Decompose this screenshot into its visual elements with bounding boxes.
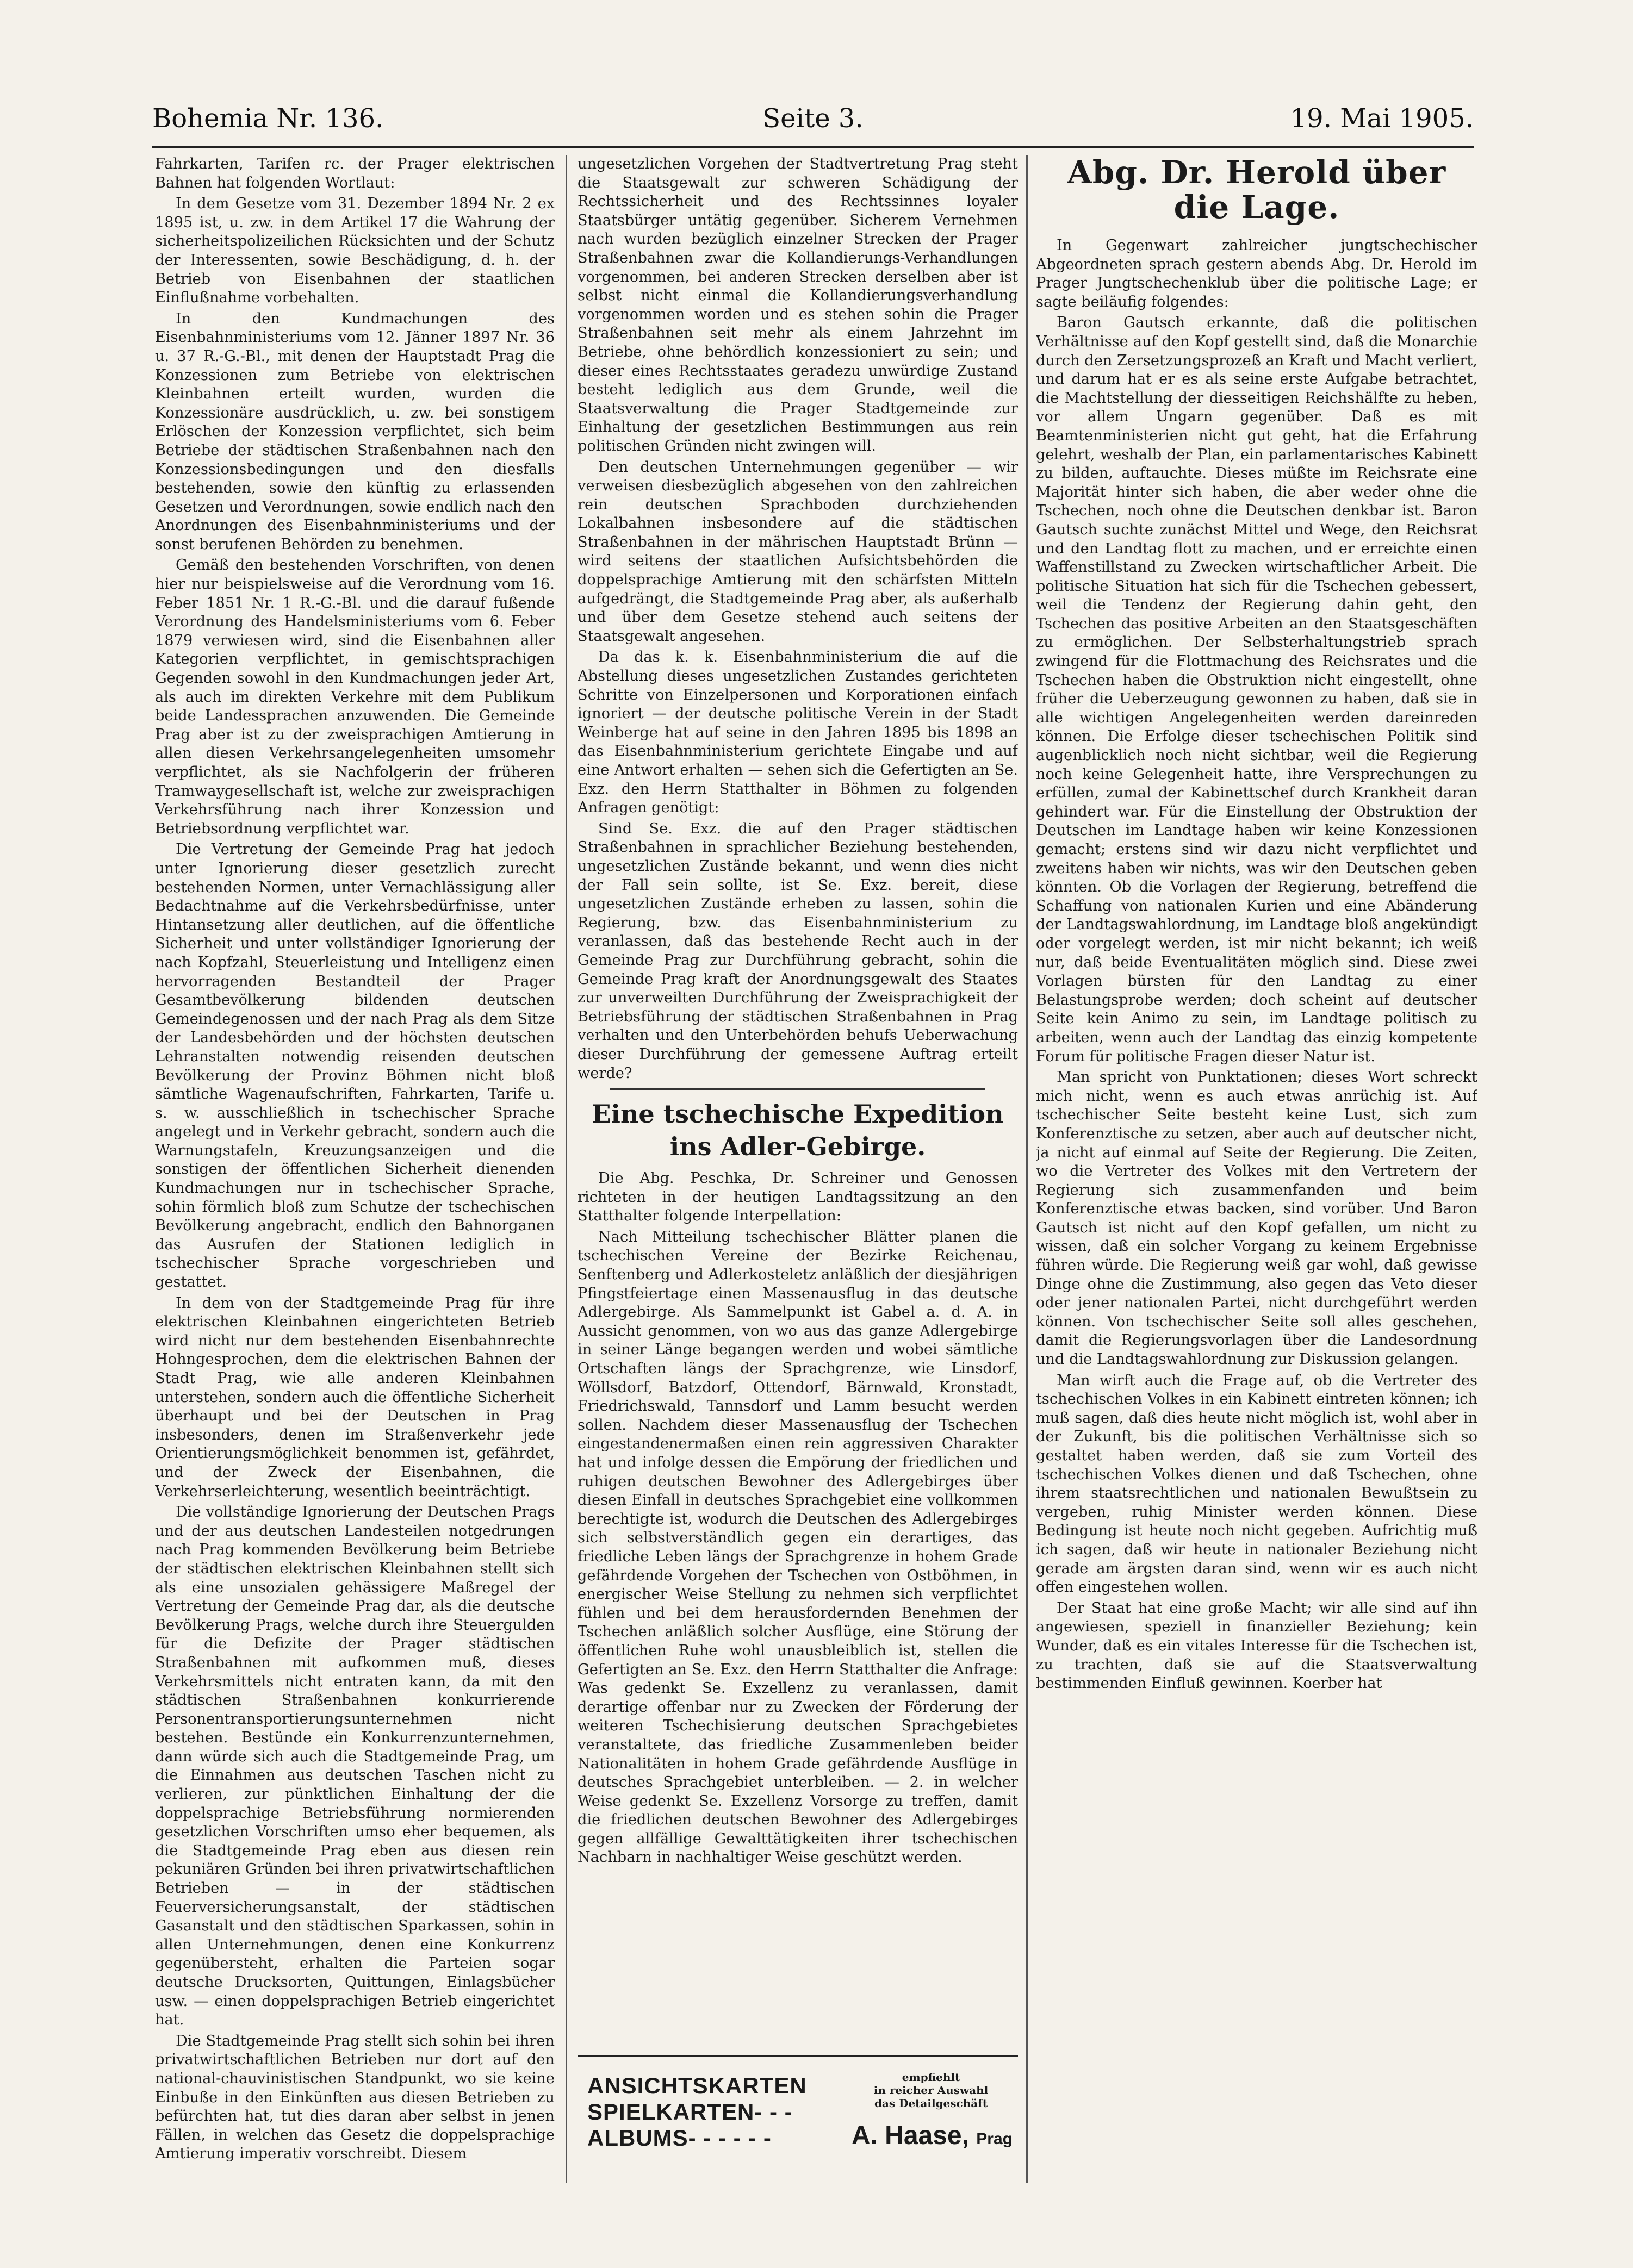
column-divider: [1026, 155, 1028, 2183]
paragraph: In den Kundmachungen des Eisenbahnministeriums vom 12. Jänner 1897 Nr. 36 u. 37 R.-G.-Bl., mit denen der Hauptstadt Prag die Konzessionen zum Betriebe von elektrischen Kleinbahnen erteilt wurden, wurden die Konzessionäre ausdrücklich, u. zw. bei sonstigem Erlöschen der Konzession verpflichtet, sich beim Betriebe der städtischen Straßenbahnen nach den Konzessionsbedingungen und den diesfalls bestehenden, sowie den künftig zu erlassenden Gesetzen und Verordnungen, sowie endlich nach den Anordnungen des Eisenbahnministeriums und der sonst berufenen Behörden zu benehmen.: [155, 310, 555, 553]
page-header: [152, 103, 1474, 141]
newspaper-issue: Bohemia Nr. 136.: [152, 103, 384, 134]
column-divider: [566, 155, 567, 2183]
article-headline: Eine tschechische Expedition ins Adler-Gebirge.: [592, 1099, 1004, 1162]
paragraph: Gemäß den bestehenden Vorschriften, von denen hier nur beispielsweise auf die Verordnung vom 16. Feber 1851 Nr. 1 R.-G.-Bl. und die darauf fußende Verordnung des Handelsministeriums vom 6. Feber 1879 verwiesen wird, sind die Eisenbahnen aller Kategorien verpflichtet, in gemischtsprachigen Gegenden sowohl in den Kundmachungen jeder Art, als auch im direkten Verkehre mit dem Publikum beide Landessprachen anzuwenden. Die Gemeinde Prag aber ist zu der zweisprachigen Amtierung in allen diesen Verkehrsangelegenheiten umsomehr verpflichtet, als sie Nachfolgerin der früheren Tramwaygesellschaft ist, welche zur zweisprachigen Verkehrsführung nach ihrer Konzession und Betriebsordnung verpflichtet war.: [155, 557, 555, 837]
ad-products: [587, 2073, 807, 2151]
issue-date: 19. Mai 1905.: [1290, 103, 1474, 134]
ad-brand: [852, 2122, 1013, 2153]
paragraph: Baron Gautsch erkannte, daß die politischen Verhältnisse auf den Kopf gestellt sind, daß die Monarchie durch den Zersetzungsprozeß an Kraft und Macht verliert, und darum hat er es als seine erste Aufgabe betrachtet, die Machtstellung der diesseitigen Reichshälfte zu heben, vor allem Ungarn gegenüber. Daß es mit Beamtenministerien nicht gut geht, hat die Erfahrung gelehrt, weshalb der Plan, ein parlamentarisches Kabinett zu bilden, auftauchte. Dieses müßte im Reichsrate eine Majorität hinter sich haben, die aber weder ohne die Tschechen, noch ohne die Deutschen denkbar ist. Baron Gautsch suchte zunächst Mittel und Wege, den Reichsrat und den Landtag flott zu machen, und er erreichte einen Waffenstillstand zu Zwecken wirtschaftlicher Arbeit. Die politische Situation hat sich für die Tschechen gebessert, weil die Tendenz der Regierung dahin geht, den Tschechen das positive Arbeiten an den Staatsgeschäften zu ermöglichen. Der Selbsterhaltungstrieb sprach zwingend für die Flottmachung des Reichsrates und die Tschechen haben die Obstruktion nicht eingestellt, ohne früher die Ueberzeugung gewonnen zu haben, daß sie in alle wichtigen Angelegenheiten werden dareinreden können. Die Erfolge dieser tschechischen Politik sind augenblicklich noch nicht sichtbar, weil die Regierung noch keine Gelegenheit hatte, ihre Versprechungen zu erfüllen, zumal der Kabinettschef durch Krankheit daran gehindert war. Für die Einstellung der Obstruktion der Deutschen im Landtage haben wir keine Konzessionen gemacht; erstens sind wir dazu nicht verpflichtet und zweitens haben wir nichts, was wir den Deutschen geben könnten. Ob die Vorlagen der Regierung, betreffend die Schaffung von nationalen Kurien und eine Abänderung der Landtagswahlordnung, im Landtage bloß angekündigt oder vorgelegt werden, ist mir nicht bekannt; ich weiß nur, daß beide Eventualitäten möglich sind. Diese zwei Vorlagen bürsten für den Landtag zu einer Belastungsprobe werden; doch scheint auf deutscher Seite kein Animo zu sein, im Landtage politisch zu arbeiten, wenn auch der Landtag das einzig kompetente Forum für politische Fragen dieser Natur ist.: [1036, 314, 1477, 1065]
ad-line: SPIELKARTEN- - -: [587, 2099, 793, 2124]
ad-tagline: [849, 2071, 1013, 2110]
paragraph: In dem von der Stadtgemeinde Prag für ihre elektrischen Kleinbahnen eingerichteten Betrieb wird nicht nur dem bestehenden Eisenbahnrechte Hohngesprochen, dem die elektrischen Bahnen der Stadt Prag, wie alle anderen Kleinbahnen unterstehen, sondern auch die öffentliche Sicherheit überhaupt und bei der Deutschen in Prag insbesonders, denen im Straßenverkehr jede Orientierungsmöglichkeit benommen ist, gefährdet, und der Zweck der Eisenbahnen, die Verkehrserleichterung, wesentlich beeinträchtigt.: [155, 1294, 555, 1500]
paragraph: Da das k. k. Eisenbahnministerium die auf die Abstellung dieses ungesetzlichen Zustandes gerichteten Schritte von Einzelpersonen und Korporationen einfach ignoriert — der deutsche politische Verein in der Stadt Weinberge hat auf seine in den Jahren 1895 bis 1898 an das Eisenbahnministerium gerichtete Eingabe und auf eine Antwort erhalten — sehen sich die Gefertigten an Se. Exz. den Herrn Statthalter in Böhmen zu folgenden Anfragen genötigt:: [578, 649, 1018, 817]
advertisement: [578, 2055, 1018, 2165]
ad-line: ALBUMS- - - - - -: [587, 2125, 772, 2151]
paragraph: Nach Mitteilung tschechischer Blätter planen die tschechischen Vereine der Bezirke Reichenau, Senftenberg und Adlerkosteletz anläßlich der diesjährigen Pfingstfeiertage einen Massenausflug in das deutsche Adlergebirge. Als Sammelpunkt ist Gabel a. d. A. in Aussicht genommen, von wo aus das ganze Adlergebirge in seiner Länge begangen werden und wobei sämtliche Ortschaften längs der Sprachgrenze, wie Linsdorf, Wöllsdorf, Batzdorf, Ottendorf, Bärnwald, Kronstadt, Friedrichswald, Tannsdorf und Lamm besucht werden sollen. Nachdem dieser Massenausflug der Tschechen eingestandenermaßen einen rein aggressiven Charakter hat und infolge dessen die Empörung der friedlichen und ruhigen deutschen Bewohner des Adlergebirges über diesen Einfall in deutsches Sprachgebiet eine vollkommen berechtigte ist, wodurch die Deutschen des Adlergebirges sich selbstverständlich gegen ein derartiges, das friedliche Leben längs der Sprachgrenze in hohem Grade gefährdende Vorgehen der Tschechen von Ostböhmen, in energischer Weise Stellung zu nehmen sich verpflichtet fühlen und bei dem herausfordernden Benehmen der Tschechen anläßlich solcher Ausflüge, eine Störung der öffentlichen Ruhe wohl unausbleiblich ist, stellen die Gefertigten an Se. Exz. den Herrn Statthalter die Anfrage: Was gedenkt Se. Exzellenz zu veranlassen, damit derartige offenbar nur zu Zwecken der Förderung der weiteren Tschechisierung deutschen Sprachgebietes veranstaltete, das friedliche Zusammenleben beider Nationalitäten in hohem Grade gefährdende Ausflüge in deutsches Sprachgebiet unterbleiben. — 2. in welcher Weise gedenkt Se. Exzellenz Vorsorge zu treffen, damit die friedlichen deutschen Bewohner des Adlergebirges gegen allfällige Gewalttätigkeiten ihrer tschechischen Nachbarn in nachhaltiger Weise geschützt werden.: [578, 1228, 1018, 1866]
paragraph: Der Staat hat eine große Macht; wir alle sind auf ihn angewiesen, speziell in finanzieller Beziehung; kein Wunder, daß es ein vitales Interesse für die Tschechen ist, zu trachten, daß sie auf die Staatsverwaltung bestimmenden Einfluß gewinnen. Koerber hat: [1036, 1599, 1477, 1692]
article-headline: Abg. Dr. Herold über die Lage.: [1067, 155, 1446, 226]
paragraph: Man spricht von Punktationen; dieses Wort schreckt mich nicht, wenn es auch etwas anrüchig ist. Auf tschechischer Seite besteht keine Lust, sich zum Konferenztische zu setzen, aber auch auf deutscher nicht, ja nicht auf einmal auf Seite der Regierung. Die Zeiten, wo die Vertreter des Volkes mit den Vertretern der Regierung sich zusammenfanden und beim Konferenztische etwas backen, sind vorüber. Und Baron Gautsch ist nicht auf den Kopf gefallen, um nicht zu wissen, daß ein solcher Vorgang zu keinem Ergebnisse führen würde. Die Regierung weiß gar wohl, daß gewisse Dinge ohne die Zustimmung, also gegen das Veto dieser oder jener nationalen Partei, nicht durchgeführt werden können. Von tschechischer Seite soll alles geschehen, damit die Regierungsvorlagen über die Landesordnung und die Landtagswahlordnung zur Diskussion gelangen.: [1036, 1069, 1477, 1368]
paragraph: Die Stadtgemeinde Prag stellt sich sohin bei ihren privatwirtschaftlichen Betrieben nur dort auf den national-chauvinistischen Standpunkt, wo sie keine Einbuße in den Einkünften aus diesen Betrieben zu befürchten hat, tut dies daran aber selbst in jenen Fällen, in welchen das Gesetz die doppelsprachige Amtierung imperativ vorschreibt. Diesem: [155, 2032, 555, 2163]
ad-line: ANSICHTSKARTEN: [587, 2073, 807, 2098]
ad-brand-name: A. Haase,: [851, 2121, 969, 2150]
paragraph: Den deutschen Unternehmungen gegenüber — wir verweisen diesbezüglich abgesehen von den zahlreichen rein deutschen Sprachboden durchziehenden Lokalbahnen insbesondere auf die städtischen Straßenbahnen in der mährischen Hauptstadt Brünn — wird seitens der staatlichen Aufsichtsbehörden die doppelsprachige Amtierung mit den schärfsten Mitteln aufgedrängt, die Stadtgemeinde Prag aber, als außerhalb und über dem Gesetze stehend auch seitens der Staatsgewalt angesehen.: [578, 458, 1018, 645]
paragraph: ungesetzlichen Vorgehen der Stadtvertretung Prag steht die Staatsgewalt zur schweren Schädigung der Rechtssicherheit und des Rechtssinnes loyaler Staatsbürger untätig gegenüber. Sicherem Vernehmen nach wurden bezüglich einzelner Strecken der Prager Straßenbahnen zwar die Kollandierungs-Verhandlungen vorgenommen, bei anderen Strecken derselben aber ist selbst nicht einmal die Kollandierungsverhandlung vorgenommen worden und es stehen sohin die Prager Straßenbahnen seit mehr als einem Jahrzehnt im Betriebe, ohne behördlich konzessioniert zu sein; und dieser eines Rechtsstaates geradezu unwürdige Zustand besteht lediglich aus dem Grunde, weil die Staatsverwaltung die Prager Stadtgemeinde zur Einhaltung der gesetzlichen Bestimmungen aus rein politischen Gründen nicht zwingen will.: [578, 155, 1018, 454]
article-separator: [610, 1088, 985, 1090]
paragraph: Die Vertretung der Gemeinde Prag hat jedoch unter Ignorierung dieser gesetzlich zurecht bestehenden Normen, unter Vernachlässigung aller Bedachtnahme auf die Verkehrsbedürfnisse, unter Hintansetzung aller deutlichen, auf die öffentliche Sicherheit und unter vollständiger Ignorierung der nach Kopfzahl, Steuerleistung und Intelligenz einen hervorragenden Bestandteil der Prager Gesamtbevölkerung bildenden deutschen Gemeindegenossen und der nach Prag als dem Sitze der Landesbehörden und der höchsten deutschen Lehranstalten notwendig reisenden deutschen Bevölkerung der Provinz Böhmen nicht bloß sämtliche Wagenaufschriften, Fahrkarten, Tarife u. s. w. ausschließlich in tschechischer Sprache angelegt und in Verkehr gebracht, sondern auch die Warnungstafeln, Kreuzungsanzeigen und die sonstigen der öffentlichen Sicherheit dienenden Kundmachungen nur in tschechischer Sprache, sohin förmlich bloß zum Schutze der tschechischen Bevölkerung angebracht, endlich den Bahnorganen das Ausrufen der Stationen lediglich in tschechischer Sprache vorgeschrieben und gestattet.: [155, 841, 555, 1291]
paragraph: Man wirft auch die Frage auf, ob die Vertreter des tschechischen Volkes in ein Kabinett eintreten können; ich muß sagen, daß dies heute nicht möglich ist, wohl aber in der Zukunft, bis die politischen Verhältnisse sich so gestaltet haben werden, daß sie zum Vorteil des tschechischen Volkes dienen und daß Tschechen, ohne ihrem staatsrechtlichen und nationalen Bewußtsein zu vergeben, ruhig Minister werden können. Diese Bedingung ist heute noch nicht gegeben. Aufrichtig muß ich sagen, daß wir heute in nationaler Beziehung nicht gerade am ärgsten daran sind, wenn wir es auch nicht offen eingestehen wollen.: [1036, 1372, 1477, 1596]
column-2: [578, 155, 1018, 2041]
ad-tagline-3: das Detailgeschäft: [874, 2097, 988, 2110]
ad-brand-city: Prag: [976, 2130, 1013, 2148]
column-3: [1036, 155, 1477, 2199]
header-rule: [152, 146, 1474, 148]
ad-tagline-2: in reicher Auswahl: [873, 2084, 989, 2097]
paragraph: Die vollständige Ignorierung der Deutschen Prags und der aus deutschen Landesteilen notgedrungen nach Prag kommenden Bevölkerung beim Betriebe der städtischen elektrischen Kleinbahnen stellt sich als eine unsozialen gehässigere Maßregel der Vertretung der Gemeinde Prag dar, als die deutsche Bevölkerung Prags, welche durch ihre Steuergulden für die Defizite der Prager städtischen Straßenbahnen mit aufkommen muß, dieses Verkehrsmittels nicht entraten kann, da mit den städtischen Straßenbahnen konkurrierende Personentransportierungsunternehmen nicht bestehen. Bestünde ein Konkurrenzunternehmen, dann würde sich auch die Stadtgemeinde Prag, um die Einnahmen aus deutschen Taschen nicht zu verlieren, zur pünktlichen Einhaltung der die doppelsprachige Betriebsführung normierenden gesetzlichen Vorschriften umso eher bequemen, als die Stadtgemeinde Prag eben aus diesen rein pekuniären Gründen bei ihren privatwirtschaftlichen Betrieben — in der städtischen Feuerversicherungsanstalt, der städtischen Gasanstalt und den städtischen Sparkassen, sohin in allen Unternehmungen, denen eine Konkurrenz gegenübersteht, erhalten die Parteien sogar deutsche Drucksorten, Quittungen, Einlagsbücher usw. — einen doppelsprachigen Betrieb eingerichtet hat.: [155, 1504, 555, 2029]
paragraph: In Gegenwart zahlreicher jungtschechischer Abgeordneten sprach gestern abends Abg. Dr. Herold im Prager Jungtschechenklub über die politische Lage; er sagte beiläufig folgendes:: [1036, 237, 1477, 310]
page-number: Seite 3.: [762, 103, 864, 134]
paragraph: Fahrkarten, Tarifen rc. der Prager elektrischen Bahnen hat folgenden Wortlaut:: [155, 155, 555, 191]
paragraph: Sind Se. Exz. die auf den Prager städtischen Straßenbahnen in sprachlicher Beziehung bestehenden, ungesetzlichen Zustände bekannt, und wenn dies nicht der Fall sein sollte, ist Se. Exz. bereit, diese ungesetzlichen Zustände erheben zu lassen, sohin die Regierung, bzw. das Eisenbahnministerium zu veranlassen, daß das bestehende Recht auch in der Gemeinde Prag zur Durchführung gebracht, sohin die Gemeinde Prag kraft der Anordnungsgewalt des Staates zur unverweilten Durchführung der Zweisprachigkeit der Betriebsführung der städtischen Straßenbahnen in Prag verhalten und den Unterbehörden behufs Ueberwachung dieser Durchführung der gemessene Auftrag erteilt werde?: [578, 820, 1018, 1082]
paragraph: Die Abg. Peschka, Dr. Schreiner und Genossen richteten in der heutigen Landtagssitzung an den Statthalter folgende Interpellation:: [578, 1170, 1018, 1225]
column-1: [155, 155, 555, 2199]
ad-tagline-1: empfiehlt: [902, 2071, 960, 2084]
paragraph: In dem Gesetze vom 31. Dezember 1894 Nr. 2 ex 1895 ist, u. zw. in dem Artikel 17 die Wahrung der sicherheitspolizeilichen Rücksichten und der Schutz der Interessenten, sowie Beschädigung, d. h. der Betrieb von Eisenbahnen der staatlichen Einflußnahme vorbehalten.: [155, 195, 555, 307]
